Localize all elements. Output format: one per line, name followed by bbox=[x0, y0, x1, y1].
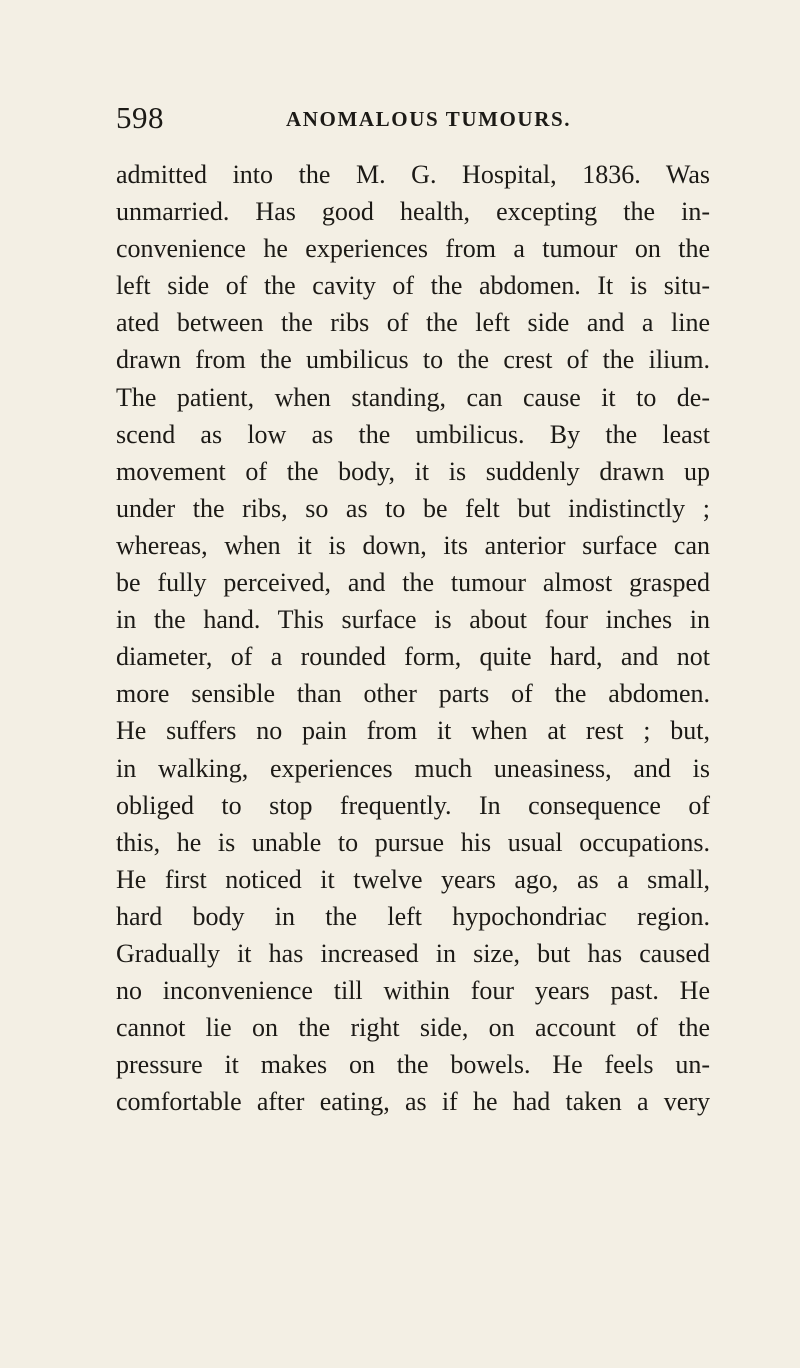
text-line: more sensible than other parts of the abdomen. bbox=[116, 679, 710, 709]
text-line: He first noticed it twelve years ago, as a small, bbox=[116, 864, 710, 894]
text-line: under the ribs, so as to be felt but indistinctly ; bbox=[116, 493, 710, 523]
text-line: admitted into the M. G. Hospital, 1836. Was bbox=[116, 160, 710, 189]
text-line: cannot lie on the right side, on account of the bbox=[116, 1013, 710, 1043]
text-line: comfortable after eating, as if he had taken a very bbox=[116, 1087, 710, 1117]
text-line: whereas, when it is down, its anterior surface can bbox=[116, 530, 710, 560]
text-line: drawn from the umbilicus to the crest of the ilium. bbox=[116, 345, 710, 375]
body-text bbox=[116, 156, 710, 1120]
text-line: left side of the cavity of the abdomen. It is situ- bbox=[116, 271, 710, 301]
running-title: ANOMALOUS TUMOURS. bbox=[286, 107, 572, 131]
text-line: be fully perceived, and the tumour almost grasped bbox=[116, 568, 710, 598]
text-line: in the hand. This surface is about four inches in bbox=[116, 605, 710, 635]
text-line: The patient, when standing, can cause it to de- bbox=[116, 382, 710, 412]
text-line: hard body in the left hypochondriac region. bbox=[116, 901, 710, 931]
text-line: ated between the ribs of the left side and a line bbox=[116, 308, 710, 338]
text-line: obliged to stop frequently. In consequence of bbox=[116, 790, 710, 820]
text-line: pressure it makes on the bowels. He feels un- bbox=[116, 1050, 710, 1080]
text-line: movement of the body, it is suddenly drawn up bbox=[116, 456, 710, 486]
page-number: 598 bbox=[116, 100, 164, 135]
text-line: in walking, experiences much uneasiness, and is bbox=[116, 753, 710, 783]
text-line: He suffers no pain from it when at rest ; but, bbox=[116, 716, 710, 746]
text-line: no inconvenience till within four years past. He bbox=[116, 976, 710, 1006]
text-line: this, he is unable to pursue his usual occupations. bbox=[116, 827, 710, 857]
text-line: diameter, of a rounded form, quite hard, and not bbox=[116, 642, 710, 672]
text-line: Gradually it has increased in size, but has caused bbox=[116, 938, 710, 968]
running-head bbox=[116, 100, 716, 136]
text-line: convenience he experiences from a tumour on the bbox=[116, 234, 710, 264]
text-line: unmarried. Has good health, excepting the in- bbox=[116, 197, 710, 227]
text-line: scend as low as the umbilicus. By the least bbox=[116, 419, 710, 449]
